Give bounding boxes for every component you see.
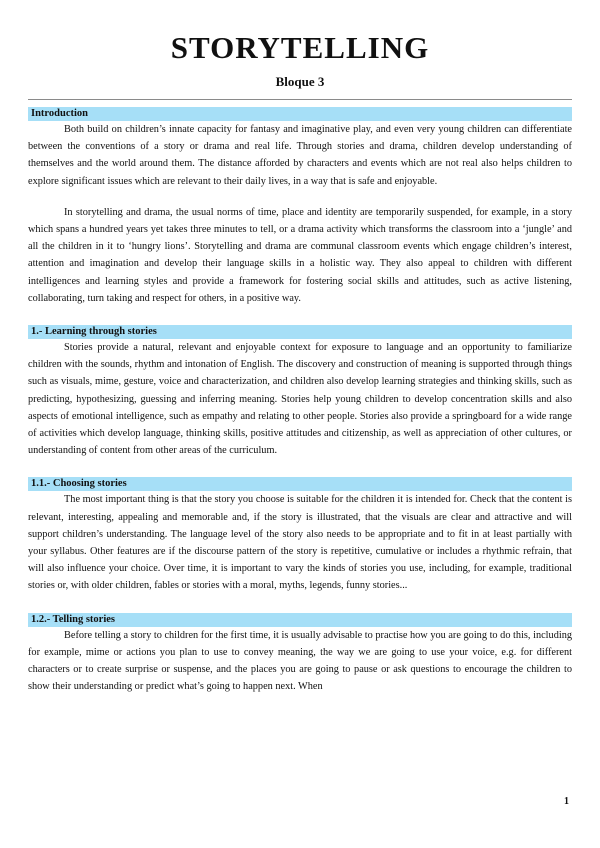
document-subtitle: Bloque 3 bbox=[275, 74, 325, 89]
section-heading: 1.1.- Choosing stories bbox=[28, 477, 572, 491]
paragraph: The most important thing is that the story you choose is suitable for the children it is intended for. Check that the content is relevant, interesting, appealing and memorable and, if the story is illustrated, that the visuals are clear and attractive and will support children’s understanding. The language level of the story also needs to be appropriate and to fit in at least partially with your syllabus. Other features are if the discourse pattern of the story is repetitive, cumulative or includes a rhythmic refrain, that will also influence your choice. Over time, it is important to vary the kinds of stories you use, including, for example, traditional stories or, with older children, fables or stories with a moral, myths, legends, funny stories... bbox=[28, 494, 572, 592]
section-heading: 1.- Learning through stories bbox=[28, 325, 572, 339]
document-body bbox=[28, 107, 572, 695]
section-heading: Introduction bbox=[28, 107, 572, 121]
section-learning-through-stories bbox=[28, 325, 572, 459]
paragraph: Stories provide a natural, relevant and enjoyable context for exposure to language and an opportunity to familiarize children with the sounds, rhythm and intonation of English. The discovery and construction of meaning is supported through things such as visuals, mime, gesture, voice and characterization, and children also develop learning strategies and thinking skills, such as predicting, hypothesizing, guessing and inferring meaning. Stories help young children to develop concentration skills and also aspects of emotional intelligence, such as empathy and relating to other people. Stories also provide a springboard for a wide range of activities which develop language, thinking skills, positive attitudes and citizenship, as well as appreciation of other cultures, or understanding of content from other areas of the curriculum. bbox=[28, 342, 572, 457]
paragraph: Before telling a story to children for the first time, it is usually advisable to practise how you are going to do this, including for example, mime or actions you plan to use to convey meaning, the way we are going to use your voice, e.g. for different characters or to create surprise or suspense, and the places you are going to pause or ask questions to encourage the children to show their understanding or predict what’s going to happen next. When bbox=[28, 629, 572, 693]
header-divider bbox=[28, 99, 572, 100]
section-heading: 1.2.- Telling stories bbox=[28, 613, 572, 627]
section-choosing-stories bbox=[28, 477, 572, 594]
paragraph: Both build on children’s innate capacity for fantasy and imaginative play, and even very young children can differentiate between the conventions of a story or drama and real life. Through stories and drama, children develop understanding of themselves and the world around them. The distance afforded by characters and events which are not real also helps children to explore significant issues which are relevant to their daily lives, in a way that is safe and enjoyable. bbox=[28, 124, 572, 187]
document-title: STORYTELLING bbox=[170, 30, 430, 65]
paragraph: In storytelling and drama, the usual norms of time, place and identity are temporarily suspended, for example, in a story which spans a hundred years yet takes three minutes to tell, or a drama activity which transforms the classroom into a ‘jungle’ and all the children in it to ‘hungry lions’. Storytelling and drama are communal classroom events which engage children’s interest, attention and imagination and develop their language skills in a holistic way. They also appeal to children with different intelligences and learning styles and provide a framework for fostering social skills and attitudes, such as active listening, collaborating, turn taking and respect for others, in a positive way. bbox=[28, 206, 572, 304]
section-telling-stories bbox=[28, 613, 572, 696]
section-introduction bbox=[28, 107, 572, 307]
page-number: 1 bbox=[564, 796, 569, 807]
